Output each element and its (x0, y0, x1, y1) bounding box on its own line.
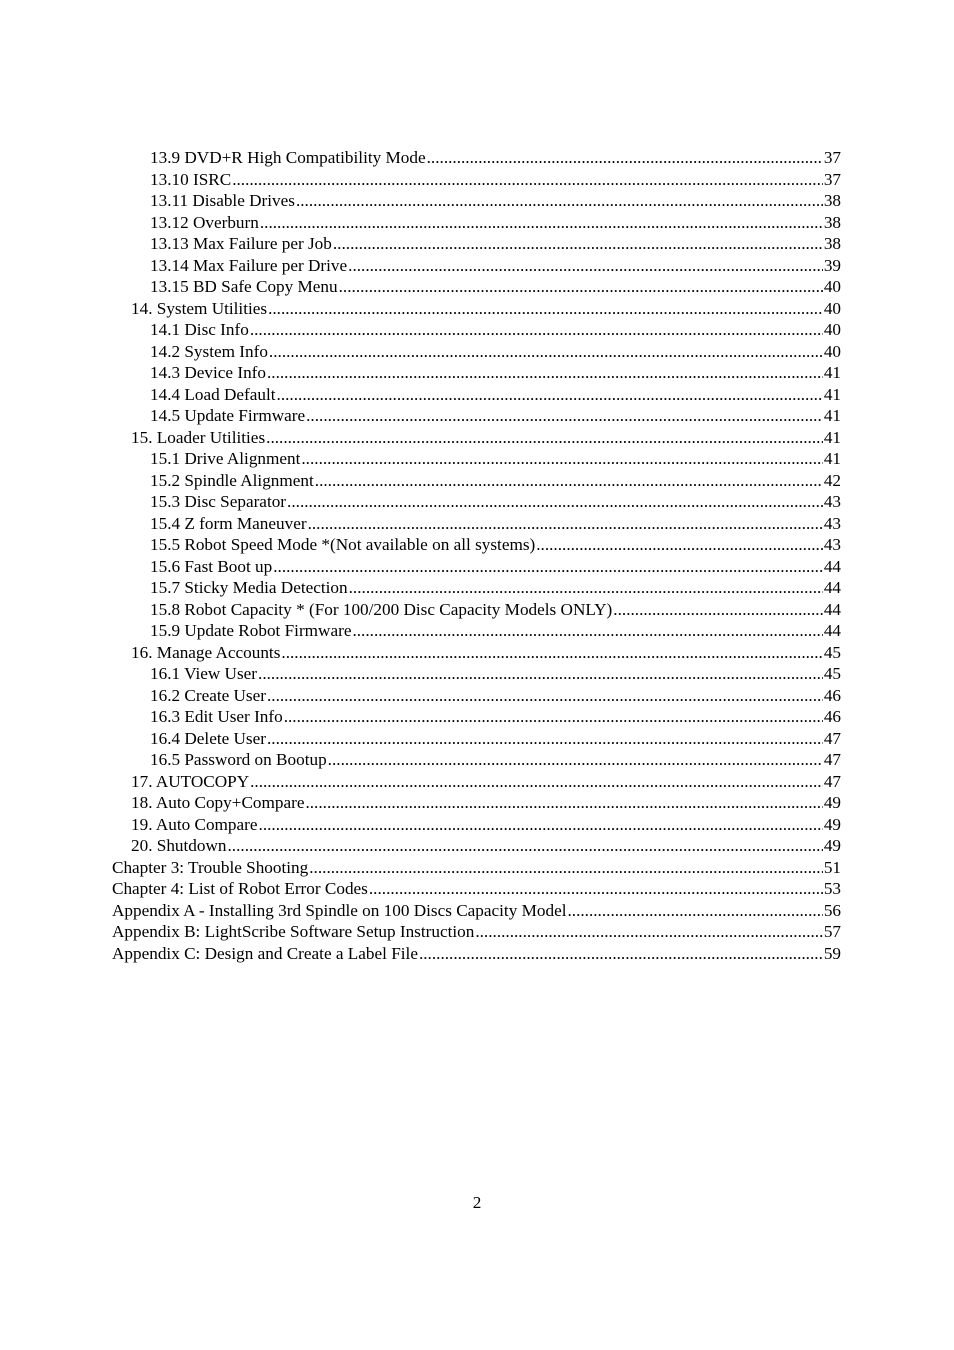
toc-entry-page: 43 (823, 492, 841, 511)
toc-entry[interactable] (150, 319, 841, 341)
toc-entry-page: 41 (823, 427, 841, 447)
toc-dot-leader (352, 620, 822, 642)
toc-entry-page: 38 (823, 234, 841, 253)
toc-entry[interactable] (150, 362, 841, 384)
toc-entry-page: 49 (823, 836, 841, 855)
toc-entry[interactable] (150, 190, 841, 212)
toc-entry-page: 44 (823, 578, 841, 597)
toc-entry[interactable] (112, 857, 841, 879)
toc-entry-label: Chapter 3: Trouble Shooting (112, 857, 309, 877)
toc-entry[interactable] (150, 384, 841, 406)
toc-entry-label: 13.12 Overburn (150, 212, 259, 232)
toc-entry-page: 53 (823, 879, 841, 898)
toc-entry[interactable] (131, 642, 841, 664)
toc-entry-label: 13.14 Max Failure per Drive (150, 255, 348, 275)
toc-dot-leader (266, 427, 823, 449)
toc-dot-leader (258, 663, 823, 685)
toc-dot-leader (267, 685, 823, 707)
toc-entry-page: 51 (823, 857, 841, 877)
toc-dot-leader (567, 900, 822, 922)
toc-entry-page: 49 (823, 814, 841, 834)
toc-entry-label: 16.5 Password on Bootup (150, 750, 327, 769)
toc-entry-label: Appendix A - Installing 3rd Spindle on 100 Discs Capacity Model (112, 900, 567, 920)
toc-entry-label: 15.2 Spindle Alignment (150, 470, 314, 490)
toc-entry-page: 42 (823, 470, 841, 490)
toc-entry[interactable] (150, 169, 841, 191)
toc-entry-label: 19. Auto Compare (131, 814, 258, 834)
toc-entry[interactable] (112, 878, 841, 900)
toc-entry-label: 13.10 ISRC (150, 169, 232, 189)
toc-dot-leader (339, 276, 823, 298)
toc-entry[interactable] (150, 599, 841, 621)
toc-entry-page: 44 (823, 621, 841, 640)
toc-entry-label: 17. AUTOCOPY (131, 771, 250, 791)
toc-entry-page: 38 (823, 191, 841, 210)
toc-dot-leader (232, 169, 823, 191)
toc-dot-leader (369, 878, 823, 900)
toc-dot-leader (306, 405, 823, 427)
toc-entry-page: 46 (823, 707, 841, 726)
toc-dot-leader (281, 642, 822, 664)
toc-entry-page: 45 (823, 642, 841, 662)
toc-entry[interactable] (131, 298, 841, 320)
toc-entry-page: 40 (823, 320, 841, 339)
toc-entry[interactable] (131, 427, 841, 449)
toc-entry-label: 15.4 Z form Maneuver (150, 513, 307, 533)
toc-entry[interactable] (150, 448, 841, 470)
toc-entry-page: 37 (823, 148, 841, 167)
toc-entry[interactable] (150, 706, 841, 728)
toc-entry-label: 14.5 Update Firmware (150, 406, 306, 425)
toc-entry[interactable] (150, 341, 841, 363)
toc-entry-label: 15.6 Fast Boot up (150, 556, 273, 576)
toc-dot-leader (296, 190, 823, 212)
toc-entry-label: 20. Shutdown (131, 836, 227, 855)
toc-entry-page: 45 (823, 664, 841, 683)
toc-dot-leader (267, 362, 823, 384)
toc-entry[interactable] (131, 771, 841, 793)
toc-entry[interactable] (150, 685, 841, 707)
toc-dot-leader (228, 835, 823, 857)
toc-entry-label: 14.3 Device Info (150, 363, 266, 382)
toc-dot-leader (419, 943, 823, 965)
toc-entry[interactable] (131, 835, 841, 857)
toc-entry[interactable] (150, 276, 841, 298)
toc-entry-page: 57 (823, 922, 841, 941)
toc-dot-leader (308, 513, 823, 535)
toc-entry[interactable] (150, 147, 841, 169)
toc-dot-leader (269, 341, 823, 363)
toc-entry-page: 41 (823, 406, 841, 425)
toc-entry-page: 38 (823, 212, 841, 232)
toc-entry-page: 43 (823, 535, 841, 554)
toc-entry-page: 41 (823, 384, 841, 404)
toc-entry-label: 15.7 Sticky Media Detection (150, 578, 348, 597)
toc-dot-leader (259, 814, 823, 836)
toc-entry[interactable] (150, 534, 841, 556)
toc-entry-label: 16.1 View User (150, 664, 258, 683)
toc-entry[interactable] (131, 792, 841, 814)
toc-entry-page: 56 (823, 900, 841, 920)
toc-entry-page: 47 (823, 728, 841, 748)
toc-entry-page: 41 (823, 363, 841, 382)
toc-dot-leader (349, 577, 823, 599)
toc-entry[interactable] (150, 620, 841, 642)
toc-entry-label: 15.3 Disc Separator (150, 492, 287, 511)
toc-dot-leader (284, 706, 823, 728)
toc-dot-leader (287, 491, 823, 513)
toc-entry[interactable] (150, 491, 841, 513)
toc-entry[interactable] (150, 233, 841, 255)
toc-entry-page: 37 (823, 169, 841, 189)
toc-dot-leader (536, 534, 823, 556)
toc-entry-page: 59 (823, 943, 841, 963)
toc-entry-page: 49 (823, 793, 841, 812)
toc-dot-leader (348, 255, 823, 277)
toc-dot-leader (328, 749, 823, 771)
toc-entry-label: 13.15 BD Safe Copy Menu (150, 277, 338, 296)
toc-entry[interactable] (150, 577, 841, 599)
toc-dot-leader (277, 384, 823, 406)
toc-entry-label: 16.4 Delete User (150, 728, 266, 748)
toc-entry-page: 40 (823, 277, 841, 296)
toc-entry[interactable] (150, 749, 841, 771)
toc-entry-page: 44 (823, 599, 841, 619)
toc-dot-leader (613, 599, 823, 621)
toc-entry[interactable] (150, 556, 841, 578)
toc-entry-label: 13.9 DVD+R High Compatibility Mode (150, 148, 426, 167)
toc-entry-label: Chapter 4: List of Robot Error Codes (112, 879, 368, 898)
toc-entry-label: 15.5 Robot Speed Mode *(Not available on all systems) (150, 535, 536, 554)
toc-entry-page: 43 (823, 513, 841, 533)
toc-entry-label: 14.4 Load Default (150, 384, 276, 404)
toc-dot-leader (250, 319, 823, 341)
toc-entry-page: 39 (823, 255, 841, 275)
toc-entry[interactable] (112, 921, 841, 943)
toc-entry-label: 16. Manage Accounts (131, 642, 281, 662)
toc-entry-label: 15.9 Update Robot Firmware (150, 621, 352, 640)
toc-entry-label: 14.2 System Info (150, 341, 268, 361)
toc-entry[interactable] (150, 513, 841, 535)
toc-entry-label: 16.3 Edit User Info (150, 707, 283, 726)
toc-entry[interactable] (150, 212, 841, 234)
toc-entry[interactable] (150, 663, 841, 685)
toc-dot-leader (475, 921, 822, 943)
toc-dot-leader (273, 556, 823, 578)
toc-dot-leader (267, 728, 823, 750)
toc-entry-page: 47 (823, 750, 841, 769)
toc-dot-leader (333, 233, 823, 255)
toc-dot-leader (309, 857, 823, 879)
toc-entry[interactable] (150, 255, 841, 277)
toc-entry-page: 47 (823, 771, 841, 791)
toc-entry-label: 15.8 Robot Capacity * (For 100/200 Disc Capacity Models ONLY) (150, 599, 613, 619)
toc-entry-label: Appendix C: Design and Create a Label File (112, 943, 418, 963)
toc-entry-page: 40 (823, 298, 841, 318)
toc-entry-label: 13.11 Disable Drives (150, 191, 295, 210)
toc-entry-label: 13.13 Max Failure per Job (150, 234, 332, 253)
toc-entry-label: 15.1 Drive Alignment (150, 449, 301, 468)
toc-entry-label: 15. Loader Utilities (131, 427, 266, 447)
toc-entry-label: 14.1 Disc Info (150, 320, 249, 339)
toc-dot-leader (301, 448, 822, 470)
toc-entry[interactable] (131, 814, 841, 836)
toc-dot-leader (427, 147, 823, 169)
page-number: 2 (472, 1193, 482, 1212)
toc-dot-leader (260, 212, 823, 234)
toc-entry[interactable] (150, 470, 841, 492)
toc-entry[interactable] (150, 405, 841, 427)
toc-entry[interactable] (112, 900, 841, 922)
toc-entry-label: Appendix B: LightScribe Software Setup Instruction (112, 922, 475, 941)
toc-dot-leader (250, 771, 823, 793)
toc-entry-label: 14. System Utilities (131, 298, 268, 318)
toc-entry-page: 40 (823, 341, 841, 361)
toc-entry[interactable] (150, 728, 841, 750)
toc-entry-page: 46 (823, 685, 841, 705)
toc-dot-leader (315, 470, 823, 492)
toc-entry-page: 41 (823, 449, 841, 468)
toc-entry-label: 18. Auto Copy+Compare (131, 793, 305, 812)
toc-entry-label: 16.2 Create User (150, 685, 266, 705)
toc-dot-leader (305, 792, 822, 814)
toc-dot-leader (268, 298, 823, 320)
toc-entry[interactable] (112, 943, 841, 965)
toc-entry-page: 44 (823, 556, 841, 576)
